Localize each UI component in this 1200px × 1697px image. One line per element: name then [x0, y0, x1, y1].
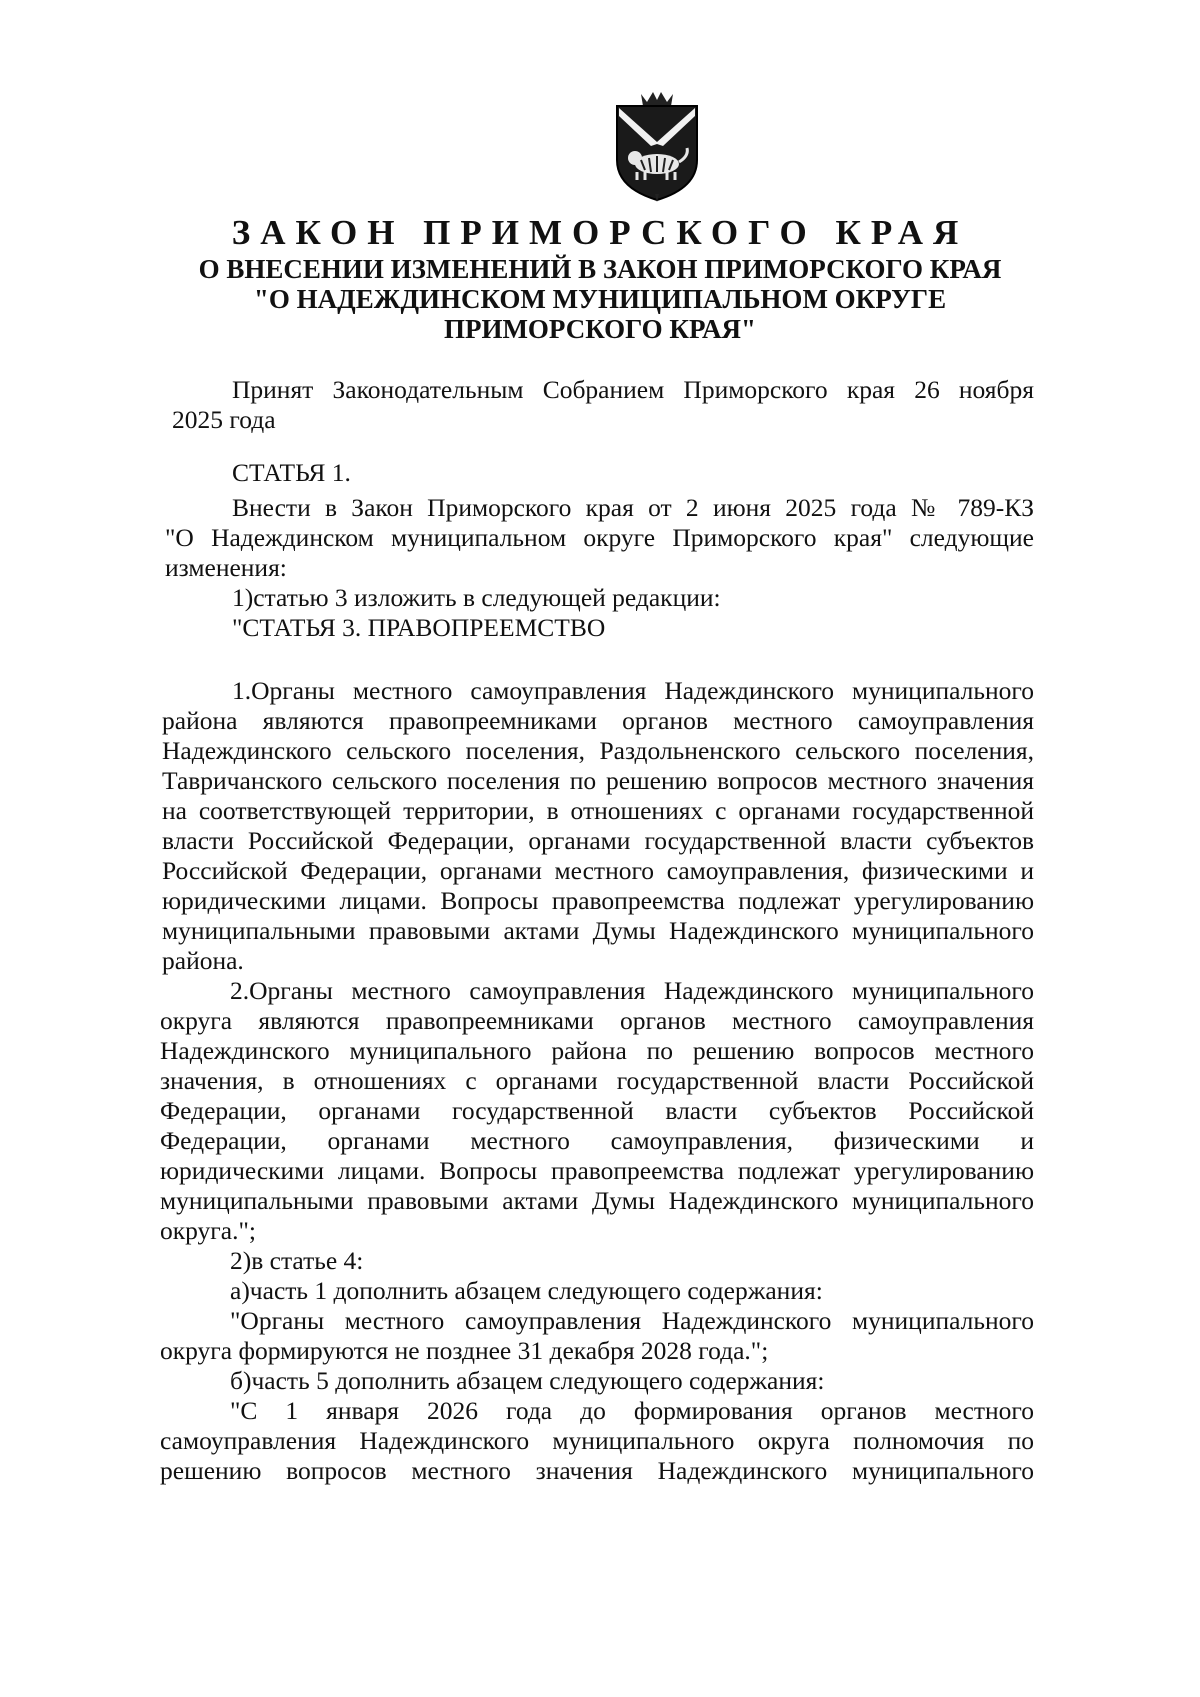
para-2-line-3: Надеждинского муниципального района по решению вопросов местного [160, 1036, 1034, 1065]
para-2-line-4: значения, в отношениях с органами государственной власти Российской [160, 1066, 1034, 1095]
item-2-line-5: б)часть 5 дополнить абзацем следующего содержания: [230, 1366, 825, 1395]
para-1-line-2: района являются правопреемниками органов местного самоуправления [162, 706, 1034, 735]
para-2-line-5: Федерации, органами государственной власти субъектов Российской [160, 1096, 1034, 1125]
law-subtitle-line-1: О ВНЕСЕНИИ ИЗМЕНЕНИЙ В ЗАКОН ПРИМОРСКОГО КРАЯ [198, 254, 1002, 284]
coat-of-arms-emblem [611, 90, 703, 202]
item-2-line-3: "Органы местного самоуправления Надеждинского муниципального [230, 1306, 1034, 1335]
para-2-line-9: округа."; [160, 1216, 256, 1245]
para-1-line-6: власти Российской Федерации, органами государственной власти субъектов [162, 826, 1034, 855]
para-2-line-7: юридическими лицами. Вопросы правопреемства подлежат урегулированию [160, 1156, 1034, 1185]
para-1-line-3: Надеждинского сельского поселения, Раздольненского сельского поселения, [162, 736, 1034, 765]
intro-line-3: изменения: [165, 553, 287, 582]
para-1-line-9: муниципальными правовыми актами Думы Надеждинского муниципального [162, 916, 1034, 945]
para-2-line-2: округа являются правопреемниками органов местного самоуправления [160, 1006, 1034, 1035]
law-subtitle-line-3: ПРИМОРСКОГО КРАЯ" [443, 314, 757, 344]
adopted-line-1: Принят Законодательным Собранием Приморского края 26 ноября [232, 375, 1034, 404]
adopted-line-2: 2025 года [172, 405, 276, 434]
item-2-line-8: решению вопросов местного значения Надеждинского муниципального [160, 1456, 1034, 1485]
article-1-heading: СТАТЬЯ 1. [232, 458, 351, 487]
item-1-line-2: "СТАТЬЯ 3. ПРАВОПРЕЕМСТВО [232, 613, 606, 642]
item-2-line-1: 2)в статье 4: [230, 1246, 364, 1275]
para-1-line-8: юридическими лицами. Вопросы правопреемства подлежат урегулированию [162, 886, 1034, 915]
item-2-line-7: самоуправления Надеждинского муниципального округа полномочия по [160, 1426, 1034, 1455]
intro-line-1: Внести в Закон Приморского края от 2 июня 2025 года № 789-КЗ [232, 493, 1034, 522]
law-title: ЗАКОН ПРИМОРСКОГО КРАЯ [231, 213, 969, 252]
para-2-line-1: 2.Органы местного самоуправления Надеждинского муниципального [230, 976, 1034, 1005]
para-1-line-1: 1.Органы местного самоуправления Надеждинского муниципального [232, 676, 1034, 705]
item-1-line-1: 1)статью 3 изложить в следующей редакции: [232, 583, 721, 612]
para-1-line-10: района. [162, 946, 244, 975]
para-1-line-5: на соответствующей территории, в отношениях с органами государственной [162, 796, 1034, 825]
law-subtitle-line-2: "О НАДЕЖДИНСКОМ МУНИЦИПАЛЬНОМ ОКРУГЕ [253, 284, 947, 314]
item-2-line-6: "С 1 января 2026 года до формирования органов местного [230, 1396, 1034, 1425]
item-2-line-4: округа формируются не позднее 31 декабря 2028 года."; [160, 1336, 769, 1365]
para-1-line-7: Российской Федерации, органами местного самоуправления, физическими и [162, 856, 1034, 885]
para-2-line-6: Федерации, органами местного самоуправления, физическими и [160, 1126, 1034, 1155]
intro-line-2: "О Надеждинском муниципальном округе Приморского края" следующие [165, 523, 1034, 552]
para-2-line-8: муниципальными правовыми актами Думы Надеждинского муниципального [160, 1186, 1034, 1215]
item-2-line-2: а)часть 1 дополнить абзацем следующего содержания: [230, 1276, 823, 1305]
para-1-line-4: Тавричанского сельского поселения по решению вопросов местного значения [162, 766, 1034, 795]
